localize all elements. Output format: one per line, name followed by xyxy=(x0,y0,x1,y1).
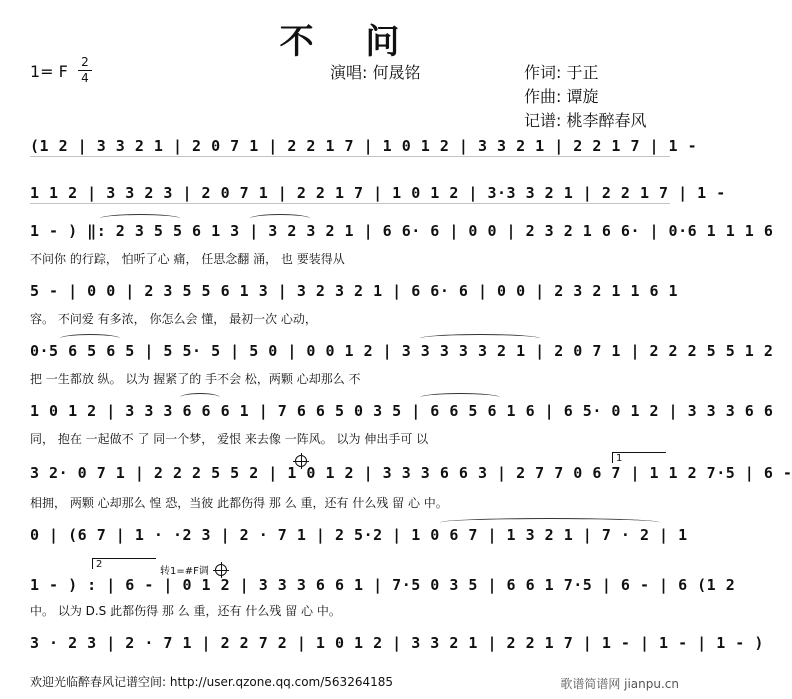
notation-row: 1 - ) : | 6 - | 0 1 2 | 3 3 3 6 6 1 | 7·5 0 3 5 | 6 6 1 7·5 | 6 - | 6 (1 2 xyxy=(30,576,736,594)
lyric-line: 同， 抱在 一起做不 了 同一个梦， 爱恨 来去像 一阵风。 以为 伸出手可 以 xyxy=(30,432,429,446)
modulation-note: 转1=#F调 xyxy=(160,566,209,577)
lyric-line: 把 一生都放 纵。 以为 握紧了的 手不会 松，两颗 心却那么 不 xyxy=(30,372,361,386)
volta-2-bracket xyxy=(92,558,156,569)
singer-credit: 演唱: 何晟铭 xyxy=(330,63,421,82)
song-title: 不 问 xyxy=(279,22,420,62)
notation-row: (1 2 | 3 3 2 1 | 2 0 7 1 | 2 2 1 7 | 1 0 1 2 | 3 3 2 1 | 2 2 1 7 | 1 - xyxy=(30,137,698,155)
notation-row: 3 2· 0 7 1 | 2 2 2 5 5 2 | 1 0 1 2 | 3 3 3 6 6 3 | 2 7 7 0 6 7 | 1 1 2 7·5 | 6 - xyxy=(30,464,792,482)
notation-row: 0 | (6 7 | 1 · ·2 3 | 2 · 7 1 | 2 5·2 | 1 0 6 7 | 1 3 2 1 | 7 · 2 | 1 xyxy=(30,526,688,544)
lyric-line: 容。 不问爱 有多浓， 你怎么会 懂， 最初一次 心动， xyxy=(30,312,317,326)
notation-row: 1 1 2 | 3 3 2 3 | 2 0 7 1 | 2 2 1 7 | 1 0 1 2 | 3·3 3 2 1 | 2 2 1 7 | 1 - xyxy=(30,184,726,202)
notation-row: 1 0 1 2 | 3 3 3 6 6 6 1 | 7 6 6 5 0 3 5 | 6 6 5 6 1 6 | 6 5· 0 1 2 | 3 3 3 6 6 xyxy=(30,402,774,420)
time-signature-top: 2 xyxy=(81,55,89,69)
volta-2-label: 2 xyxy=(96,559,103,570)
footer-note: 欢迎光临醉春风记谱空间: http://user.qzone.qq.com/563264185 xyxy=(30,675,394,689)
coda-icon xyxy=(215,564,227,576)
time-signature-bottom: 4 xyxy=(81,71,89,85)
notation-row: 3 · 2 3 | 2 · 7 1 | 2 2 7 2 | 1 0 1 2 | 3 3 2 1 | 2 2 1 7 | 1 - | 1 - | 1 - ) xyxy=(30,634,764,652)
lyric-line: 相拥， 两颗 心却那么 惶 恐，当彼 此都伤得 那 么 重，还有 什么残 留 心 中。 xyxy=(30,496,448,510)
notation-row: 0·5 6 5 6 5 | 5 5· 5 | 5 0 | 0 0 1 2 | 3 3 3 3 3 2 1 | 2 0 7 1 | 2 2 2 5 5 1 2 xyxy=(30,342,774,360)
time-signature xyxy=(78,56,92,85)
key-signature: 1= F xyxy=(30,62,68,81)
lyric-line: 不问你 的行踪， 怕听了心 痛， 任思念翻 涌， 也 要装得从 xyxy=(30,252,345,266)
composer-credit: 作曲: 谭旋 xyxy=(524,87,599,106)
notation-row: 5 - | 0 0 | 2 3 5 5 6 1 3 | 3 2 3 2 1 | 6 6· 6 | 0 0 | 2 3 2 1 1 6 1 xyxy=(30,282,679,300)
volta-1-label: 1 xyxy=(616,453,623,464)
lyric-line: 中。 以为 D.S 此都伤得 那 么 重，还有 什么残 留 心 中。 xyxy=(30,604,341,618)
notation-row: 1 - ) ‖: 2 3 5 5 6 1 3 | 3 2 3 2 1 | 6 6· 6 | 0 0 | 2 3 2 1 6 6· | 0·6 1 1 1 6 xyxy=(30,222,774,240)
transcriber-credit: 记谱: 桃李醉春风 xyxy=(524,111,647,130)
volta-1-bracket xyxy=(612,452,666,463)
lyricist-credit: 作词: 于正 xyxy=(524,63,599,82)
site-watermark: 歌谱简谱网 jianpu.cn xyxy=(560,677,679,691)
